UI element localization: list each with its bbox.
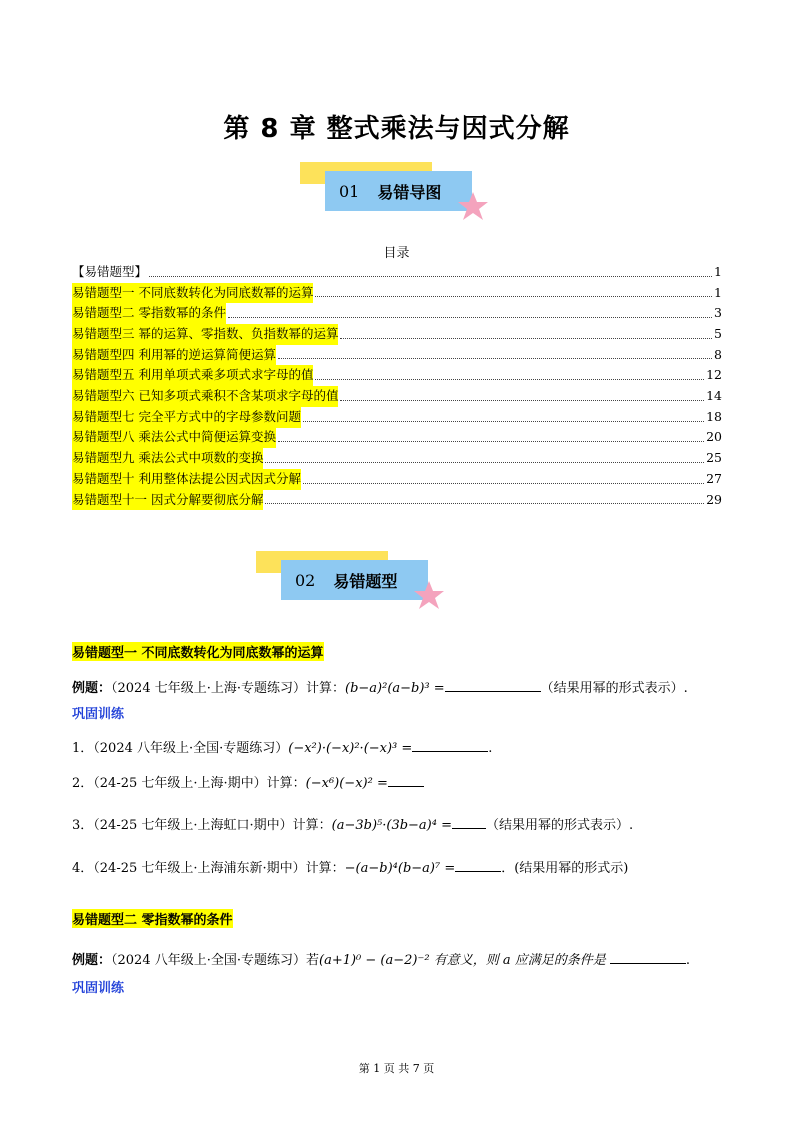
toc-entry[interactable] xyxy=(72,345,722,366)
toc-leader xyxy=(278,357,712,359)
toc-entry-label: 易错题型五 利用单项式乘多项式求字母的值 xyxy=(72,365,313,386)
exercise-item xyxy=(72,814,633,833)
toc-entry[interactable] xyxy=(72,365,722,386)
toc-leader xyxy=(278,440,704,442)
toc-leader xyxy=(303,420,704,422)
example-line xyxy=(72,949,690,968)
toc-entry-page: 3 xyxy=(714,305,722,321)
toc-entry[interactable] xyxy=(72,469,722,490)
toc-entry-label: 易错题型二 零指数幂的条件 xyxy=(72,303,226,324)
exercise-item xyxy=(72,857,628,876)
toc-entry-page: 27 xyxy=(706,470,722,486)
toc-entry-page: 8 xyxy=(714,346,722,362)
banner-number: 01 xyxy=(339,181,360,201)
example-expression: (b−a)²(a−b)³ = xyxy=(345,681,445,696)
toc-leader xyxy=(340,399,704,401)
toc-entry[interactable] xyxy=(72,303,722,324)
star-icon xyxy=(457,190,489,222)
banner-number: 02 xyxy=(295,570,316,590)
toc-entry-label: 易错题型八 乘法公式中简便运算变换 xyxy=(72,427,276,448)
toc-entry[interactable] xyxy=(72,490,722,511)
toc-entry-page: 12 xyxy=(706,367,722,383)
toc-entry-label: 易错题型十一 因式分解要彻底分解 xyxy=(72,490,263,511)
exercise-expression: (a−3b)⁵·(3b−a)⁴ = xyxy=(331,818,452,833)
example-expression: (a+1)⁰ − (a−2)⁻² 有意义，则 a 应满足的条件是 xyxy=(319,953,606,968)
toc-entry-page: 1 xyxy=(714,284,722,300)
exercise-number: 1． xyxy=(72,741,94,756)
toc-entry-page: 18 xyxy=(706,408,722,424)
exercise-number: 3． xyxy=(72,818,94,833)
exercise-number: 4． xyxy=(72,861,94,876)
answer-blank[interactable] xyxy=(610,951,686,964)
toc-leader xyxy=(315,295,712,297)
toc-entry[interactable] xyxy=(72,428,722,449)
exercise-expression: (−x²)·(−x)²·(−x)³ = xyxy=(288,741,413,756)
exercise-item xyxy=(72,772,424,791)
toc-leader xyxy=(228,316,712,318)
toc-entry[interactable] xyxy=(72,262,722,283)
toc-entry-page: 29 xyxy=(706,491,722,507)
toc-entry-page: 14 xyxy=(706,388,722,404)
exercise-tail: （结果用幂的形式表示）. xyxy=(486,818,634,833)
section-heading: 易错题型二 零指数幂的条件 xyxy=(72,909,233,928)
toc-leader xyxy=(265,461,704,463)
toc-entry-label: 易错题型三 幂的运算、零指数、负指数幂的运算 xyxy=(72,324,338,345)
exercise-number: 2． xyxy=(72,776,94,791)
example-tail: . xyxy=(685,953,690,968)
example-label: 例题： xyxy=(72,953,112,968)
example-line xyxy=(72,677,688,696)
exercise-expression: (−x⁶)(−x)² = xyxy=(305,776,388,791)
toc-entry-label: 易错题型六 已知多项式乘积不含某项求字母的值 xyxy=(72,386,338,407)
banner-section-02 xyxy=(281,560,428,600)
toc-leader xyxy=(149,275,712,277)
exercise-tail: ．(结果用幂的形式示) xyxy=(501,861,629,876)
drill-heading: 巩固训练 xyxy=(72,981,125,996)
banner-label: 易错题型 xyxy=(333,571,398,591)
toc-entry-page: 25 xyxy=(706,450,722,466)
toc-leader xyxy=(340,337,712,339)
toc-leader xyxy=(315,378,704,380)
example-label: 例题： xyxy=(72,681,112,696)
answer-blank[interactable] xyxy=(455,859,501,872)
toc-entry[interactable] xyxy=(72,407,722,428)
toc-entry-label: 易错题型十 利用整体法提公因式因式分解 xyxy=(72,469,301,490)
toc-leader xyxy=(303,482,704,484)
answer-blank[interactable] xyxy=(445,679,541,692)
answer-blank[interactable] xyxy=(388,774,424,787)
page-footer: 第 1 页 共 7 页 xyxy=(358,1062,435,1075)
drill-heading: 巩固训练 xyxy=(72,707,125,722)
page-title: 第 8 章 整式乘法与因式分解 xyxy=(223,114,570,144)
toc-heading: 目录 xyxy=(383,246,410,261)
toc-entry-page: 20 xyxy=(706,429,722,445)
exercise-source: （24-25 七年级上·上海·期中）计算： xyxy=(93,776,306,791)
toc-entry-label: 易错题型一 不同底数转化为同底数幂的运算 xyxy=(72,283,313,304)
example-source: （2024 七年级上·上海·专题练习）计算： xyxy=(111,681,345,696)
toc-entry-label: 易错题型四 利用幂的逆运算简便运算 xyxy=(72,345,276,366)
section-heading: 易错题型一 不同底数转化为同底数幂的运算 xyxy=(72,642,324,661)
star-icon xyxy=(413,579,445,611)
table-of-contents xyxy=(72,262,722,510)
toc-entry[interactable] xyxy=(72,448,722,469)
exercise-tail: . xyxy=(488,741,493,756)
toc-entry-page: 5 xyxy=(714,326,722,342)
toc-entry-label: 【易错题型】 xyxy=(72,263,148,279)
toc-entry[interactable] xyxy=(72,324,722,345)
banner-label: 易错导图 xyxy=(377,182,442,202)
exercise-source: （2024 八年级上·全国·专题练习） xyxy=(93,741,289,756)
toc-leader xyxy=(265,502,704,504)
toc-entry[interactable] xyxy=(72,283,722,304)
banner-section-01 xyxy=(325,171,472,211)
exercise-expression: −(a−b)⁴(b−a)⁷ = xyxy=(344,861,456,876)
toc-entry[interactable] xyxy=(72,386,722,407)
answer-blank[interactable] xyxy=(452,816,486,829)
toc-entry-label: 易错题型九 乘法公式中项数的变换 xyxy=(72,448,263,469)
toc-entry-page: 1 xyxy=(714,263,722,279)
exercise-source: （24-25 七年级上·上海虹口·期中）计算： xyxy=(93,818,332,833)
toc-entry-label: 易错题型七 完全平方式中的字母参数问题 xyxy=(72,407,301,428)
example-tail: （结果用幂的形式表示）. xyxy=(540,681,688,696)
example-source: （2024 八年级上·全国·专题练习）若 xyxy=(111,953,319,968)
answer-blank[interactable] xyxy=(412,739,488,752)
exercise-item xyxy=(72,737,492,756)
exercise-source: （24-25 七年级上·上海浦东新·期中）计算： xyxy=(93,861,345,876)
